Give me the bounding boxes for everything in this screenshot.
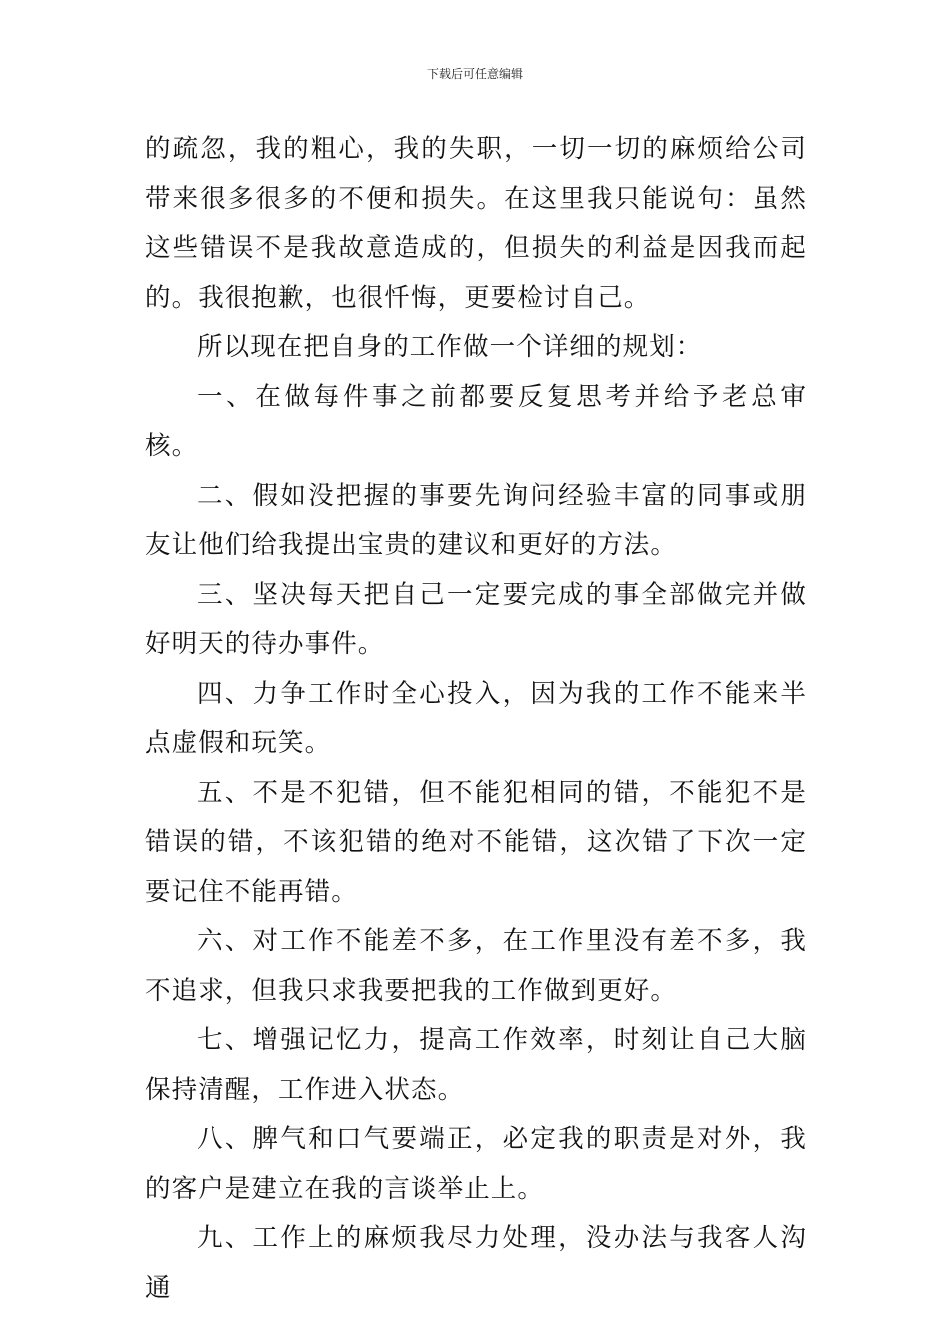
paragraph-item-9: 九、工作上的麻烦我尽力处理，没办法与我客人沟通: [145, 1223, 807, 1303]
document-body: [145, 125, 807, 1313]
paragraph-item-3: 三、坚决每天把自己一定要完成的事全部做完并做好明天的待办事件。: [145, 579, 807, 659]
paragraph-item-5: 五、不是不犯错，但不能犯相同的错，不能犯不是错误的错，不该犯错的绝对不能错，这次错了下次一定要记住不能再错。: [145, 777, 807, 907]
paragraph-continuation: 的疏忽，我的粗心，我的失职，一切一切的麻烦给公司带来很多很多的不便和损失。在这里我只能说句：虽然这些错误不是我故意造成的，但损失的利益是因我而起的。我很抱歉，也很忏悔，更要检讨自己。: [145, 134, 807, 313]
paragraph-item-1: 一、在做每件事之前都要反复思考并给予老总审核。: [145, 381, 807, 461]
paragraph-plan-intro: 所以现在把自身的工作做一个详细的规划：: [197, 332, 703, 362]
paragraph-item-6: 六、对工作不能差不多，在工作里没有差不多，我不追求，但我只求我要把我的工作做到更好。: [145, 926, 807, 1006]
paragraph-item-7: 七、增强记忆力，提高工作效率，时刻让自己大脑保持清醒，工作进入状态。: [145, 1025, 807, 1105]
paragraph-item-4: 四、力争工作时全心投入，因为我的工作不能来半点虚假和玩笑。: [145, 678, 807, 758]
paragraph-item-8: 八、脾气和口气要端正，必定我的职责是对外，我的客户是建立在我的言谈举止上。: [145, 1124, 807, 1204]
paragraph-item-2: 二、假如没把握的事要先询问经验丰富的同事或朋友让他们给我提出宝贵的建议和更好的方法。: [145, 480, 807, 560]
page-header: 下载后可任意编辑: [426, 67, 523, 81]
